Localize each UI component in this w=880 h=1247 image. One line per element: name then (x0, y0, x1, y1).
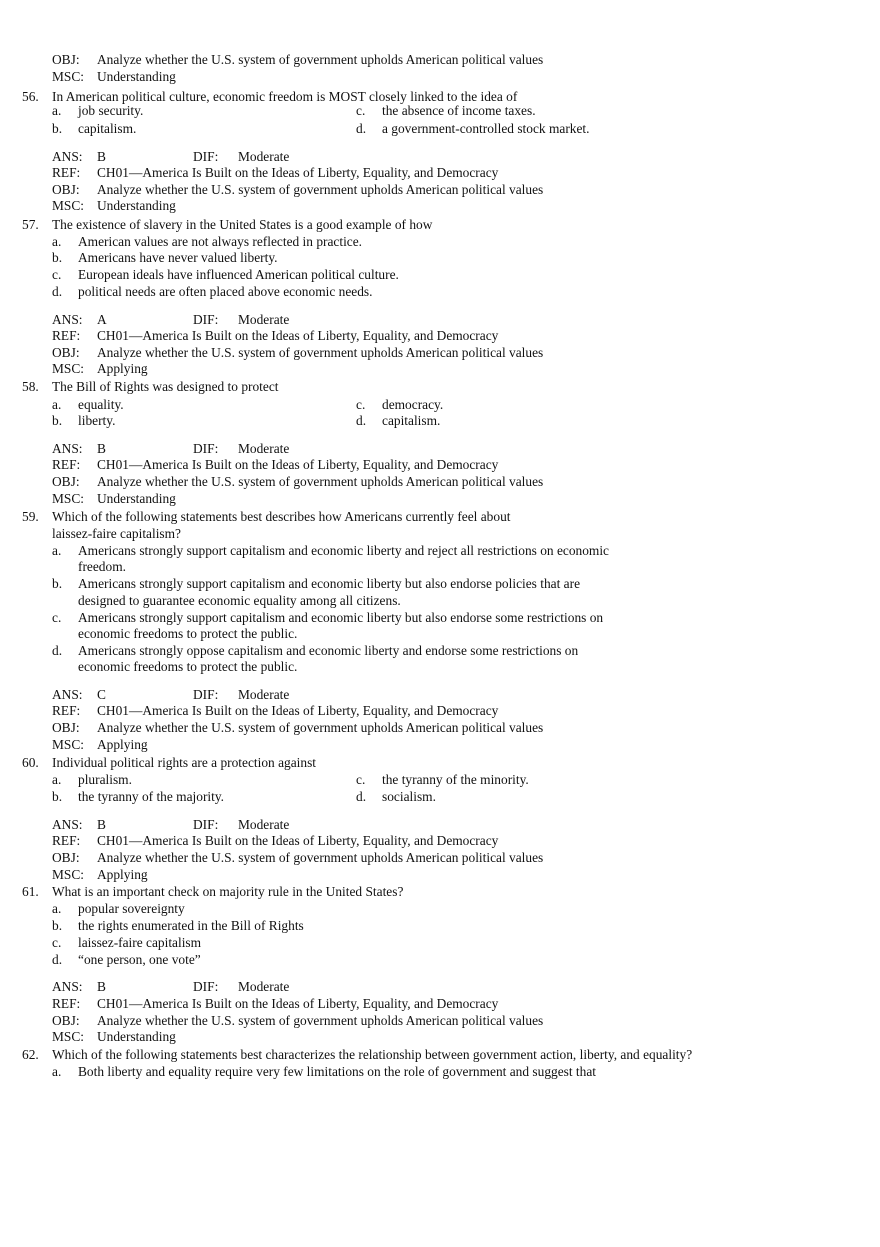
question-stem: The Bill of Rights was designed to protect (52, 379, 279, 394)
choice-letter: a. (52, 543, 62, 558)
choice-letter: c. (52, 267, 62, 282)
ans-label: ANS: (52, 312, 83, 327)
ref-label: REF: (52, 457, 81, 472)
choice-letter: a. (52, 772, 62, 787)
choice-text: Americans strongly support capitalism and economic liberty but also endorse policies that are (78, 576, 581, 591)
ans-label: ANS: (52, 687, 83, 702)
question-number: 61. (22, 884, 39, 899)
choice-text: Americans strongly oppose capitalism and economic liberty and endorse some restrictions on (78, 643, 579, 658)
obj-label: OBJ: (52, 345, 80, 360)
obj-value: Analyze whether the U.S. system of government upholds American political values (97, 182, 544, 197)
choice-text: the tyranny of the minority. (382, 772, 529, 787)
dif-value: Moderate (238, 687, 290, 702)
choice-text: capitalism. (78, 121, 137, 136)
choice-text: capitalism. (382, 413, 441, 428)
choice-text: the absence of income taxes. (382, 103, 536, 118)
choice-text: economic freedoms to protect the public. (78, 659, 298, 674)
msc-label: MSC: (52, 491, 85, 506)
msc-label: MSC: (52, 361, 85, 376)
msc-value: Applying (97, 361, 148, 376)
question-stem: In American political culture, economic freedom is MOST closely linked to the idea of (52, 89, 518, 104)
choice-text: the rights enumerated in the Bill of Rights (78, 918, 304, 933)
choice-letter: b. (52, 121, 63, 136)
question-number: 56. (22, 89, 39, 104)
dif-value: Moderate (238, 979, 290, 994)
choice-letter: a. (52, 1064, 62, 1079)
ref-label: REF: (52, 703, 81, 718)
choice-text: European ideals have influenced American political culture. (78, 267, 399, 282)
choice-letter: b. (52, 576, 63, 591)
choice-text: pluralism. (78, 772, 132, 787)
choice-letter: b. (52, 918, 63, 933)
choice-text: designed to guarantee economic equality among all citizens. (78, 593, 401, 608)
choice-letter: c. (356, 397, 366, 412)
choice-text: socialism. (382, 789, 436, 804)
choice-letter: b. (52, 250, 63, 265)
ref-label: REF: (52, 165, 81, 180)
dif-label: DIF: (193, 149, 219, 164)
choice-letter: b. (52, 789, 63, 804)
choice-text: “one person, one vote” (78, 952, 201, 967)
obj-text: Analyze whether the U.S. system of government upholds American political values (97, 52, 544, 67)
msc-value: Applying (97, 867, 148, 882)
msc-value: Understanding (97, 1029, 176, 1044)
choice-text: freedom. (78, 559, 126, 574)
choice-letter: a. (52, 234, 62, 249)
choice-letter: d. (52, 952, 63, 967)
ans-value: B (97, 149, 106, 164)
msc-value: Understanding (97, 491, 176, 506)
obj-value: Analyze whether the U.S. system of government upholds American political values (97, 345, 544, 360)
obj-value: Analyze whether the U.S. system of government upholds American political values (97, 850, 544, 865)
choice-letter: d. (356, 121, 367, 136)
choice-text: economic freedoms to protect the public. (78, 626, 298, 641)
choice-letter: d. (52, 284, 63, 299)
choice-text: popular sovereignty (78, 901, 185, 916)
obj-value: Analyze whether the U.S. system of government upholds American political values (97, 720, 544, 735)
ans-value: B (97, 979, 106, 994)
ref-value: CH01—America Is Built on the Ideas of Liberty, Equality, and Democracy (97, 328, 499, 343)
choice-text: job security. (78, 103, 144, 118)
choice-letter: a. (52, 397, 62, 412)
question-stem: Which of the following statements best characterizes the relationship between government action, liberty, and equality? (52, 1047, 693, 1062)
question-stem: The existence of slavery in the United States is a good example of how (52, 217, 433, 232)
dif-value: Moderate (238, 149, 290, 164)
dif-value: Moderate (238, 817, 290, 832)
obj-label: OBJ: (52, 182, 80, 197)
ans-label: ANS: (52, 817, 83, 832)
ref-value: CH01—America Is Built on the Ideas of Liberty, Equality, and Democracy (97, 996, 499, 1011)
msc-label: MSC: (52, 198, 85, 213)
ref-value: CH01—America Is Built on the Ideas of Liberty, Equality, and Democracy (97, 833, 499, 848)
ans-label: ANS: (52, 149, 83, 164)
choice-letter: b. (52, 413, 63, 428)
msc-label: MSC: (52, 1029, 85, 1044)
obj-label: OBJ: (52, 720, 80, 735)
question-stem: Which of the following statements best describes how Americans currently feel about (52, 509, 511, 524)
choice-letter: d. (52, 643, 63, 658)
ref-label: REF: (52, 996, 81, 1011)
dif-label: DIF: (193, 441, 219, 456)
obj-label: OBJ: (52, 850, 80, 865)
ans-label: ANS: (52, 441, 83, 456)
choice-text: political needs are often placed above economic needs. (78, 284, 373, 299)
ref-value: CH01—America Is Built on the Ideas of Liberty, Equality, and Democracy (97, 457, 499, 472)
question-stem: Individual political rights are a protection against (52, 755, 317, 770)
question-number: 59. (22, 509, 39, 524)
obj-label: OBJ: (52, 52, 80, 67)
obj-label: OBJ: (52, 474, 80, 489)
choice-text: the tyranny of the majority. (78, 789, 225, 804)
choice-text: equality. (78, 397, 124, 412)
obj-label: OBJ: (52, 1013, 80, 1028)
choice-letter: a. (52, 103, 62, 118)
ans-value: A (97, 312, 107, 327)
msc-label: MSC: (52, 867, 85, 882)
obj-value: Analyze whether the U.S. system of government upholds American political values (97, 1013, 544, 1028)
ans-value: B (97, 441, 106, 456)
ans-value: B (97, 817, 106, 832)
question-number: 62. (22, 1047, 39, 1062)
ref-value: CH01—America Is Built on the Ideas of Liberty, Equality, and Democracy (97, 165, 499, 180)
dif-value: Moderate (238, 441, 290, 456)
msc-value: Applying (97, 737, 148, 752)
choice-text: American values are not always reflected in practice. (78, 234, 363, 249)
ref-value: CH01—America Is Built on the Ideas of Liberty, Equality, and Democracy (97, 703, 499, 718)
choice-letter: c. (356, 103, 366, 118)
choice-letter: d. (356, 413, 367, 428)
msc-label: MSC: (52, 69, 85, 84)
question-number: 58. (22, 379, 39, 394)
choice-text: liberty. (78, 413, 116, 428)
choice-text: democracy. (382, 397, 444, 412)
msc-value: Understanding (97, 198, 176, 213)
question-number: 60. (22, 755, 39, 770)
dif-label: DIF: (193, 687, 219, 702)
obj-value: Analyze whether the U.S. system of government upholds American political values (97, 474, 544, 489)
dif-label: DIF: (193, 979, 219, 994)
choice-letter: c. (356, 772, 366, 787)
dif-value: Moderate (238, 312, 290, 327)
choice-letter: c. (52, 610, 62, 625)
choice-text: Americans have never valued liberty. (78, 250, 278, 265)
choice-text: Both liberty and equality require very few limitations on the role of government and suggest that (78, 1064, 597, 1079)
question-number: 57. (22, 217, 39, 232)
question-stem: What is an important check on majority rule in the United States? (52, 884, 404, 899)
msc-label: MSC: (52, 737, 85, 752)
choice-text: laissez-faire capitalism (78, 935, 202, 950)
choice-text: Americans strongly support capitalism and economic liberty but also endorse some restrictions on (78, 610, 604, 625)
choice-letter: d. (356, 789, 367, 804)
dif-label: DIF: (193, 817, 219, 832)
choice-text: a government-controlled stock market. (382, 121, 590, 136)
choice-letter: c. (52, 935, 62, 950)
choice-text: Americans strongly support capitalism and economic liberty and reject all restrictions on economic (78, 543, 610, 558)
ref-label: REF: (52, 328, 81, 343)
choice-letter: a. (52, 901, 62, 916)
question-stem: laissez-faire capitalism? (52, 526, 182, 541)
dif-label: DIF: (193, 312, 219, 327)
ans-value: C (97, 687, 106, 702)
msc-text: Understanding (97, 69, 176, 84)
ref-label: REF: (52, 833, 81, 848)
ans-label: ANS: (52, 979, 83, 994)
